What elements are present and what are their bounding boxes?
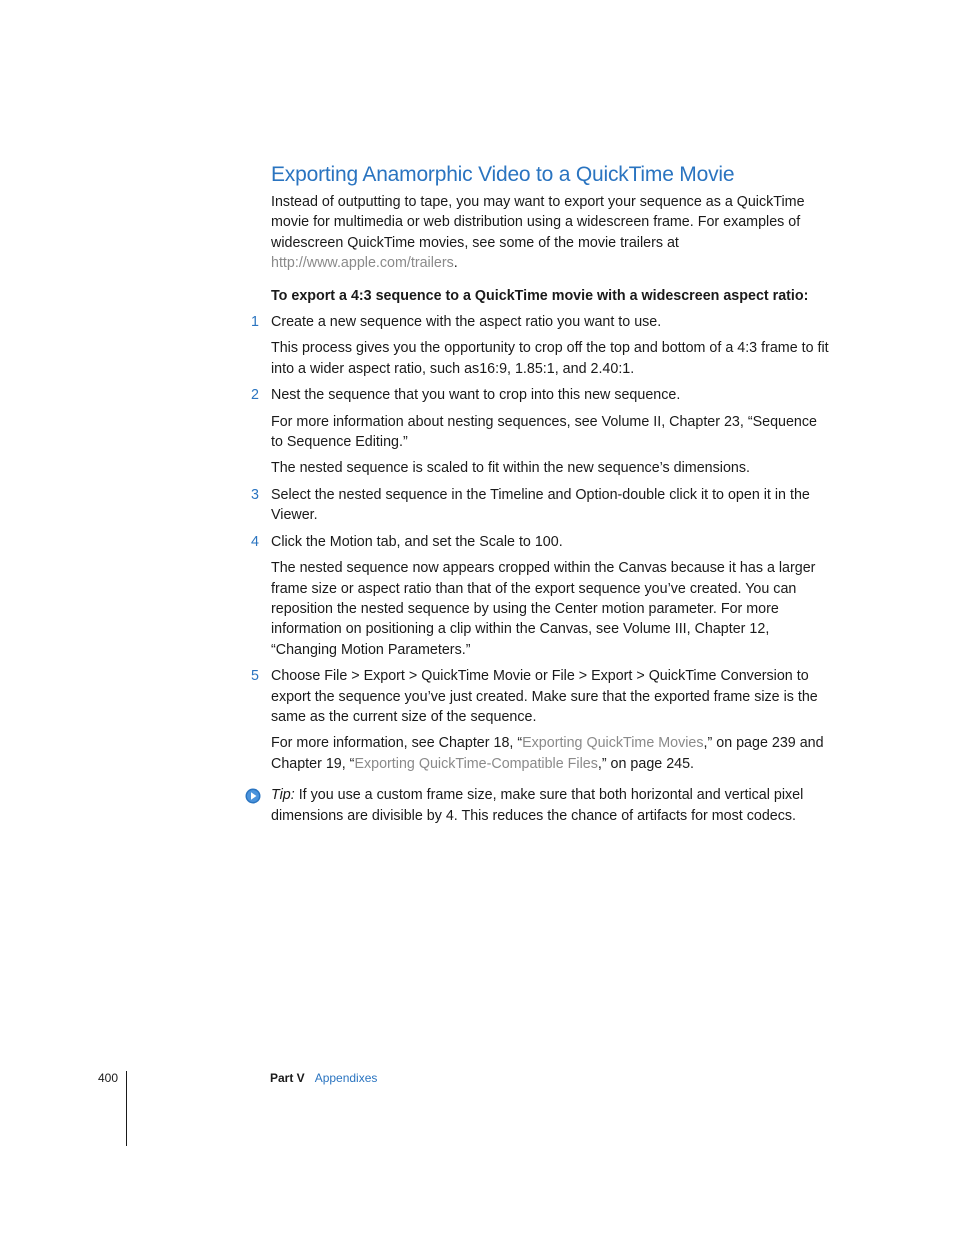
step-number: 5	[251, 668, 259, 685]
step-note: For more information about nesting sequences, see Volume II, Chapter 23, “Sequence to Sequence Editing.”	[271, 413, 817, 451]
tip-block	[271, 785, 831, 826]
page-number: 400	[98, 1071, 119, 1085]
exporting-quicktime-movies-link[interactable]: Exporting QuickTime Movies	[522, 735, 704, 752]
step-2	[251, 385, 831, 479]
task-title: To export a 4:3 sequence to a QuickTime movie with a widescreen aspect ratio:	[271, 287, 809, 304]
step-4	[251, 532, 831, 660]
step-text: Select the nested sequence in the Timeline and Option-double click it to open it in the Viewer.	[271, 486, 810, 524]
note-text: ,” on page 239 and Chapter 19, “	[271, 735, 824, 772]
tip-text: If you use a custom frame size, make sure that both horizontal and vertical pixel dimensions are divisible by 4. This reduces the chance of artifacts for most codecs.	[271, 787, 804, 824]
tip-label: Tip:	[271, 787, 295, 804]
note-text: ,” on page 245.	[597, 755, 695, 772]
part-label: Part V	[270, 1071, 305, 1085]
step-text: Nest the sequence that you want to crop into this new sequence.	[271, 387, 681, 404]
footer-divider	[126, 1071, 127, 1146]
step-note: The nested sequence is scaled to fit within the new sequence’s dimensions.	[271, 460, 750, 477]
section-heading: Exporting Anamorphic Video to a QuickTime Movie	[271, 163, 735, 186]
step-text: Choose File > Export > QuickTime Movie or File > Export > QuickTime Conversion to export the sequence you’ve just created. Make sure that the exported frame size is the same as the current size of the sequence.	[271, 668, 818, 725]
step-5	[251, 666, 831, 774]
page-content	[251, 160, 831, 826]
note-text: For more information, see Chapter 18, “	[271, 735, 523, 752]
step-note: This process gives you the opportunity to crop off the top and bottom of a 4:3 frame to fit into a wider aspect ratio, such as16:9, 1.85:1, and 2.40:1.	[271, 340, 829, 377]
step-1	[251, 312, 831, 379]
intro-paragraph	[271, 192, 831, 274]
intro-text: Instead of outputting to tape, you may want to export your sequence as a QuickTime movie for multimedia or web distribution using a widescreen frame. For examples of widescreen QuickTime movies, see some of the movie trailers at	[271, 194, 805, 251]
step-number: 3	[251, 486, 259, 503]
step-note: The nested sequence now appears cropped within the Canvas because it has a larger frame size or aspect ratio than that of the export sequence you’ve created. You can reposition the nested sequence by using the Center motion parameter. For more information on positioning a clip within the Canvas, see Volume III, Chapter 12, “Changing Motion Parameters.”	[271, 560, 816, 658]
step-note	[271, 733, 831, 774]
tip-paragraph	[271, 785, 831, 826]
section-label: Appendixes	[314, 1071, 378, 1085]
exporting-quicktime-compatible-files-link[interactable]: Exporting QuickTime-Compatible Files	[354, 755, 598, 772]
step-number: 1	[251, 314, 259, 331]
step-number: 4	[251, 533, 259, 550]
intro-end: .	[453, 255, 458, 272]
step-3	[251, 485, 831, 526]
step-text: Create a new sequence with the aspect ratio you want to use.	[271, 314, 662, 331]
tip-arrow-icon	[245, 788, 261, 804]
footer-part	[270, 1071, 377, 1085]
step-text: Click the Motion tab, and set the Scale to 100.	[271, 533, 563, 550]
trailers-link[interactable]: http://www.apple.com/trailers	[271, 255, 454, 272]
step-number: 2	[251, 387, 259, 404]
